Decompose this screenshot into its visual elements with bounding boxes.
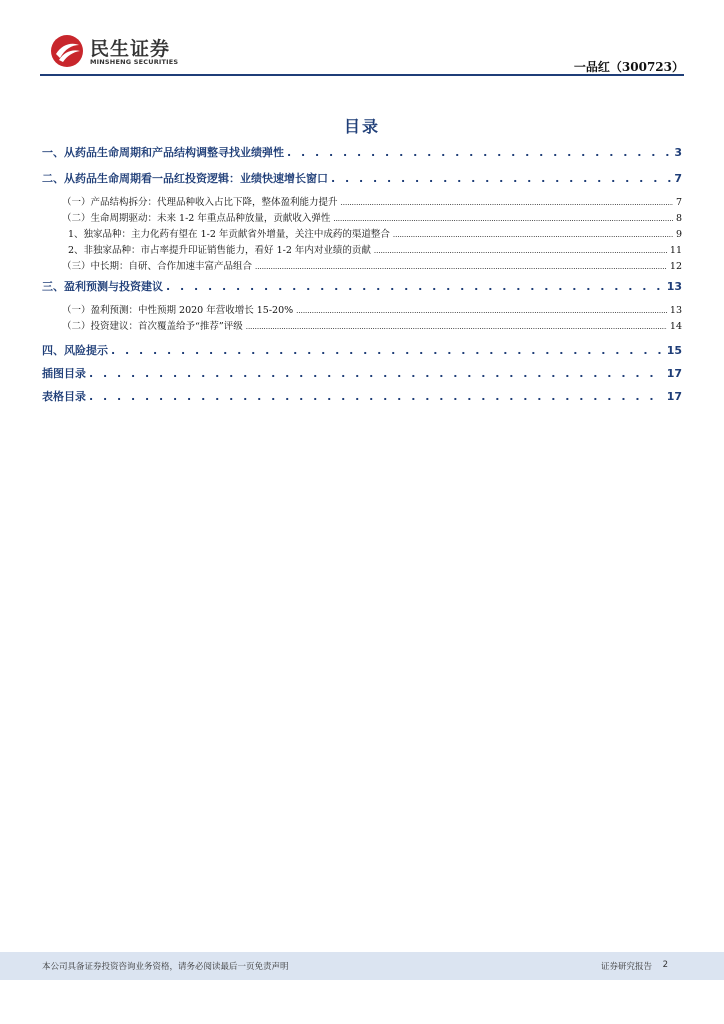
toc-entry[interactable]	[42, 170, 682, 186]
toc-entry-label: 2、非独家品种：市占率提升印证销售能力，看好 1-2 年内对业绩的贡献	[68, 245, 371, 256]
page-header	[0, 0, 724, 80]
footer-disclaimer: 本公司具备证券投资咨询业务资格，请务必阅读最后一页免责声明	[42, 962, 289, 972]
toc-dot-leader	[374, 247, 667, 255]
toc-entry-label: （二）生命周期驱动：未来 1-2 年重点品种放量，贡献收入弹性	[62, 213, 331, 224]
toc-entry[interactable]	[42, 365, 682, 381]
toc-entry-page: 7	[674, 172, 682, 185]
toc-entry-label: 四、风险提示	[42, 344, 108, 357]
header-divider	[40, 74, 684, 76]
toc-dot-leader	[296, 307, 667, 315]
toc-entry-page: 13	[669, 305, 682, 316]
toc-dot-leader	[166, 280, 664, 293]
toc-dot-leader	[333, 215, 673, 223]
toc-dot-leader	[255, 263, 667, 271]
toc-dot-leader	[89, 390, 664, 403]
toc-entry-page: 7	[675, 197, 682, 208]
toc-entry-page: 14	[669, 321, 682, 332]
toc-entry-label: 1、独家品种：主力化药有望在 1-2 年贡献省外增量，关注中成药的渠道整合	[68, 229, 390, 240]
toc-entry-page: 12	[669, 261, 682, 272]
footer-page-number: 2	[662, 960, 668, 970]
toc-entry-page: 17	[666, 367, 682, 380]
toc-entry[interactable]	[42, 302, 682, 316]
toc-entry-label: （一）盈利预测：中性预期 2020 年营收增长 15-20%	[62, 305, 294, 316]
logo-chinese-name: 民生证券	[90, 38, 171, 60]
logo-english-name: MINSHENG SECURITIES	[90, 58, 179, 66]
company-name: 一品红（300723）	[573, 60, 684, 74]
toc-entry[interactable]	[42, 278, 682, 294]
page-footer	[0, 952, 724, 980]
toc-entry-label: （三）中长期：自研、合作加速丰富产品组合	[62, 261, 253, 272]
toc-entry[interactable]	[42, 318, 682, 332]
toc-entry-page: 15	[666, 344, 682, 357]
toc-entry[interactable]	[42, 226, 682, 240]
toc-entry[interactable]	[42, 258, 682, 272]
toc-entry[interactable]	[42, 242, 682, 256]
toc-dot-leader	[341, 199, 673, 207]
toc-entry[interactable]	[42, 210, 682, 224]
toc-entry[interactable]	[42, 342, 682, 358]
toc-entry-page: 8	[675, 213, 682, 224]
minsheng-logo	[50, 34, 190, 68]
toc-entry-label: （一）产品结构拆分：代理品种收入占比下降，整体盈利能力提升	[62, 197, 338, 208]
toc-entry-label: 三、盈利预测与投资建议	[42, 280, 163, 293]
minsheng-logo-icon	[50, 34, 84, 68]
footer-report-type: 证券研究报告	[600, 962, 652, 972]
toc-dot-leader	[89, 367, 664, 380]
toc-dot-leader	[287, 146, 671, 159]
toc-entry[interactable]	[42, 388, 682, 404]
toc-entry-label: 二、从药品生命周期看一品红投资逻辑：业绩快速增长窗口	[42, 172, 328, 185]
toc-entry-page: 17	[666, 390, 682, 403]
toc-dot-leader	[246, 323, 667, 331]
toc-entry-label: 一、从药品生命周期和产品结构调整寻找业绩弹性	[42, 146, 284, 159]
toc-entry-page: 13	[666, 280, 682, 293]
toc-entry-label: （二）投资建议：首次覆盖给予“推荐”评级	[62, 321, 243, 332]
toc-entry-label: 插图目录	[42, 367, 86, 380]
toc-dot-leader	[331, 172, 671, 185]
toc-entry-label: 表格目录	[42, 390, 86, 403]
toc-dot-leader	[393, 231, 673, 239]
toc-title: 目录	[343, 117, 380, 136]
toc-entry[interactable]	[42, 144, 682, 160]
toc-entry-page: 9	[675, 229, 682, 240]
toc-entry[interactable]	[42, 194, 682, 208]
toc-entry-page: 11	[669, 245, 682, 256]
toc-dot-leader	[111, 344, 664, 357]
toc-entry-page: 3	[674, 146, 682, 159]
